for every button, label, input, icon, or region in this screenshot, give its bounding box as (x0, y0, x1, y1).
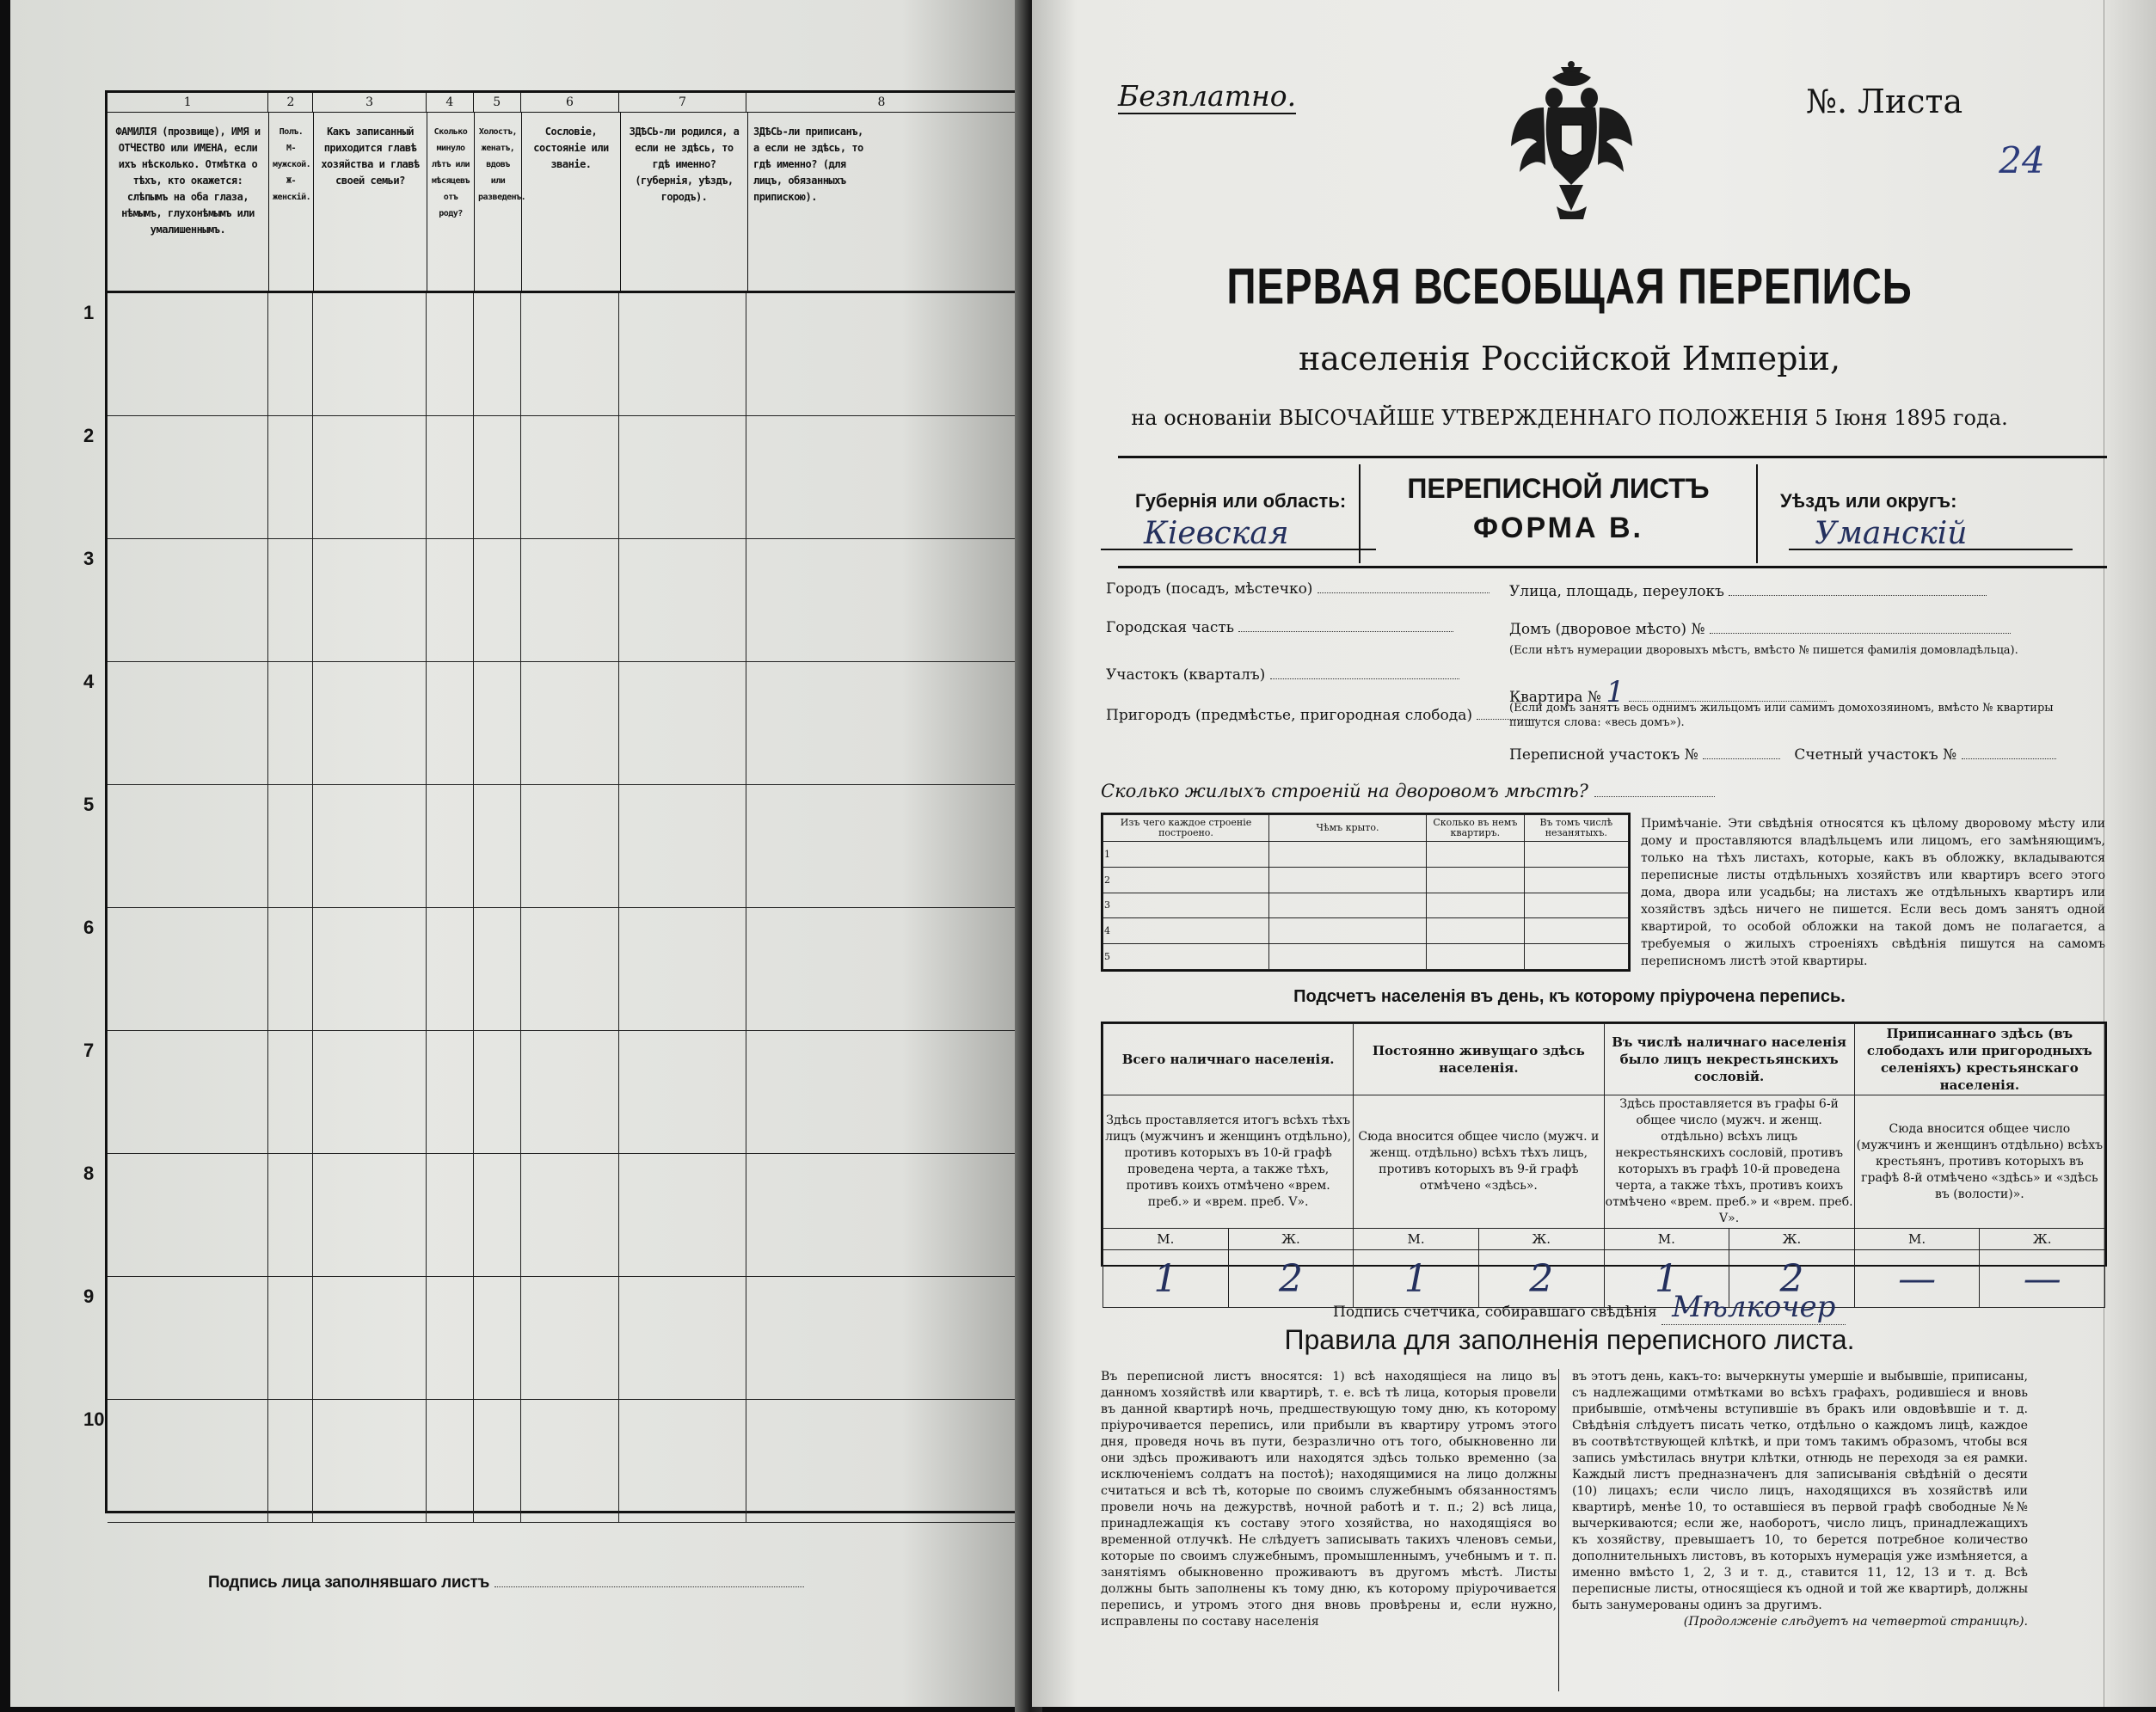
pop-header: Въ числѣ наличнаго населенія было лицъ некрестьянскихъ сословій. (1604, 1024, 1854, 1095)
person-cell (427, 1154, 474, 1276)
header-relation: Какъ записанный приходится главѣ хозяйства и главѣ своей семьи? (314, 112, 427, 291)
person-cell (619, 785, 746, 907)
buildings-row-num: 1 (1103, 842, 1269, 868)
person-cell (107, 1400, 268, 1522)
person-cell (746, 908, 1017, 1030)
form-type: ФОРМА В. (1472, 512, 1644, 544)
person-cell (427, 1031, 474, 1153)
suburb-field: Пригородъ (предмѣстье, пригородная слобода) (1106, 707, 1537, 724)
house-field: Домъ (дворовое мѣсто) № (1509, 621, 2011, 638)
rules-title: Правила для заполненія переписного листа. (1284, 1324, 1855, 1355)
pop-header: Всего наличнаго населенія. (1103, 1024, 1354, 1095)
person-row (83, 662, 1017, 785)
city-field: Городъ (посадъ, мѣстечко) (1106, 580, 1490, 598)
header-sex: Полъ. М-мужской. Ж-женскій. (269, 112, 314, 291)
divider (1118, 456, 2107, 458)
pop-value: 1 (1103, 1250, 1229, 1308)
person-cell (268, 1031, 313, 1153)
buildings-row-num: 5 (1103, 944, 1269, 970)
row-number: 4 (83, 671, 95, 692)
person-cell (268, 416, 313, 538)
header-age: Сколько минуло лѣтъ или мѣсяцевъ отъ роду? (427, 112, 475, 291)
sex-label: М. (1854, 1229, 1980, 1250)
pop-desc: Здѣсь проставляется итогъ всѣхъ тѣхъ лицъ (мужчинъ и женщинъ отдѣльно), противъ которыхъ въ 10-й графѣ проведена черта, а также тѣхъ, противъ коихъ отмѣчено «врем. преб.» и «врем. преб. V». (1103, 1095, 1354, 1229)
row-number: 7 (83, 1040, 95, 1061)
buildings-row-num: 4 (1103, 918, 1269, 944)
sex-label: Ж. (1980, 1229, 2105, 1250)
form-subtitle: населенія Россійской Имперіи, (1298, 340, 1841, 377)
person-cell (268, 908, 313, 1030)
person-cell (521, 785, 620, 907)
pop-header: Постоянно живущаго здѣсь населенія. (1354, 1024, 1604, 1095)
counter-signature-label: Подпись счетчика, собиравшаго свѣдѣнія (1333, 1304, 1657, 1321)
page-edge (2104, 0, 2156, 1707)
counter-signature (1333, 1290, 1846, 1324)
person-cell (746, 785, 1017, 907)
col-num: 2 (268, 93, 313, 112)
person-cell (107, 1277, 268, 1399)
person-cell (107, 785, 268, 907)
row-number: 1 (83, 302, 95, 323)
person-cell (474, 293, 521, 415)
pop-desc: Сюда вносится общее число (мужч. и женщ. отдѣльно) всѣхъ тѣхъ лицъ, противъ которыхъ въ 9-й графѣ отмѣчено «здѣсь». (1354, 1095, 1604, 1229)
left-page (10, 0, 1023, 1707)
row-number: 2 (83, 425, 95, 446)
sex-label: Ж. (1478, 1229, 1604, 1250)
person-rows (83, 293, 1017, 1523)
person-cell (521, 1277, 620, 1399)
person-cell (521, 539, 620, 661)
form-type-box (1359, 464, 1758, 563)
person-cell (427, 416, 474, 538)
person-row (83, 908, 1017, 1031)
person-cell (746, 662, 1017, 784)
column-numbers (107, 93, 1017, 113)
person-cell (746, 416, 1017, 538)
col-num: 1 (107, 93, 268, 112)
person-row (83, 1277, 1017, 1400)
persons-table (83, 90, 1017, 1513)
person-cell (521, 1031, 620, 1153)
header-birthplace: ЗДѢСЬ-ли родился, а если не здѣсь, то гдѣ именно? (губернія, уѣздъ, городъ). (621, 112, 748, 291)
column-headers (107, 112, 1017, 293)
row-number: 10 (83, 1408, 105, 1430)
pop-value: — (1854, 1250, 1980, 1308)
person-cell (427, 785, 474, 907)
person-cell (746, 1031, 1017, 1153)
pop-header: Приписаннаго здѣсь (въ слободахъ или пригородныхъ селеніяхъ) крестьянскаго населенія. (1854, 1024, 2104, 1095)
pop-value: 2 (1729, 1250, 1855, 1308)
form-basis: на основаніи ВЫСОЧАЙШЕ УТВЕРЖДЕННАГО ПОЛОЖЕНІЯ 5 Іюня 1895 года. (1131, 406, 2008, 430)
form-title: ПЕРЕПИСНОЙ ЛИСТЪ (1407, 473, 1710, 504)
header-marital: Холостъ, женатъ, вдовъ или разведенъ. (475, 112, 522, 291)
apartment-note: (Если домъ занятъ весь однимъ жильцомъ или самимъ домохозяиномъ, вмѣсто № квартиры пишутся слова: «весь домъ»). (1509, 702, 2054, 729)
col-num: 7 (619, 93, 746, 112)
population-title: Подсчетъ населенія въ день, къ которому пріурочена перепись. (1293, 987, 1846, 1006)
street-field: Улица, площадь, переулокъ (1509, 583, 1987, 600)
person-row (83, 1031, 1017, 1154)
rules-continued: (Продолженіе слѣдуетъ на четвертой страницѣ). (1683, 1615, 2028, 1629)
person-cell (268, 1277, 313, 1399)
person-cell (313, 1277, 427, 1399)
sheet-number-value: 24 (1999, 139, 2045, 181)
person-cell (313, 1400, 427, 1522)
person-cell (268, 1154, 313, 1276)
counter-signature-value: Мѣлкочер (1662, 1290, 1846, 1325)
person-cell (313, 293, 427, 415)
person-cell (107, 293, 268, 415)
person-cell (427, 908, 474, 1030)
person-cell (268, 785, 313, 907)
rules-left: Въ переписной листъ вносятся: 1) всѣ находящіеся на лицо въ данномъ хозяйствѣ или квартирѣ, т. е. всѣ тѣ лица, которыя провели въ данной квартирѣ ночь, предшествующую тому дню, къ которому пріурочивается перепись, или прибыли въ квартиру утромъ этого дня, проведя ночь въ пути, безразлично отъ того, обыкновенно ли они здѣсь проживаютъ или находятся здѣсь только временно (за исключеніемъ солдатъ на постоѣ); находящимися на лицо должны считаться и всѣ тѣ, которые по своимъ служебнымъ обязанностямъ провели ночь на дежурствѣ, ночной работѣ и т. п.; 2) всѣ лица, принадлежащія къ составу этого хозяйства, но находящіяся во временной отлучкѣ. Не слѣдуетъ записывать такихъ членовъ семьи, которые по своимъ служебнымъ, промышленнымъ, учебнымъ и т. п. занятіямъ обыкновенно проживаютъ въ другомъ мѣстѣ. Листы должны быть заполнены къ тому дню, къ которому пріурочивается перепись, и утромъ этого дня вновь провѣрены и, если нужно, исправлены по составу населенія (1101, 1370, 1557, 1629)
person-cell (521, 908, 620, 1030)
person-cell (619, 1154, 746, 1276)
person-row (83, 539, 1017, 662)
person-cell (313, 416, 427, 538)
col-num: 4 (427, 93, 474, 112)
person-cell (474, 1400, 521, 1522)
col-num: 5 (474, 93, 521, 112)
pop-value: 2 (1228, 1250, 1354, 1308)
person-cell (107, 1031, 268, 1153)
person-cell (268, 1400, 313, 1522)
col-num: 6 (521, 93, 620, 112)
divider (1118, 566, 2107, 568)
pop-desc: Сюда вносится общее число (мужчинъ и женщинъ отдѣльно) всѣхъ крестьянъ, противъ которыхъ въ графѣ 8-й отмѣчено «здѣсь» и «здѣсь въ (волости)». (1854, 1095, 2104, 1229)
person-cell (619, 293, 746, 415)
person-cell (474, 908, 521, 1030)
pop-desc: Здѣсь проставляется въ графы 6-й общее число (мужч. и женщ. отдѣльно) всѣхъ лицъ некрестьянскихъ сословій, противъ которыхъ въ графѣ 10-й проведена черта, а также тѣхъ, противъ коихъ отмѣчено «врем. преб.» и «врем. преб. V». (1604, 1095, 1854, 1229)
col-num: 8 (877, 95, 886, 109)
gubernia-label: Губернія или область: (1135, 490, 1347, 512)
person-cell (619, 1031, 746, 1153)
person-cell (313, 1031, 427, 1153)
row-number: 8 (83, 1163, 95, 1184)
person-cell (474, 662, 521, 784)
sex-label: М. (1354, 1229, 1479, 1250)
left-signature-line (494, 1586, 804, 1587)
pop-value: 1 (1604, 1250, 1729, 1308)
left-signature (208, 1574, 804, 1592)
sex-label: Ж. (1729, 1229, 1855, 1250)
person-cell (268, 539, 313, 661)
person-cell (521, 293, 620, 415)
person-row (83, 1400, 1017, 1523)
person-cell (107, 539, 268, 661)
free-label: Безплатно. (1118, 79, 1297, 113)
sex-label: Ж. (1228, 1229, 1354, 1250)
person-cell (313, 785, 427, 907)
person-cell (427, 539, 474, 661)
buildings-row-num: 2 (1103, 867, 1269, 893)
row-number: 5 (83, 794, 95, 815)
uezd-label: Уѣздъ или округъ: (1780, 490, 1957, 512)
person-cell (313, 662, 427, 784)
row-number: 3 (83, 548, 95, 569)
population-table (1101, 1022, 2107, 1301)
person-cell (746, 1154, 1017, 1276)
buildings-question: Сколько жилыхъ строеній на дворовомъ мѣстѣ? (1101, 781, 1715, 801)
buildings-header: Въ томъ числѣ незанятыхъ. (1524, 815, 1628, 842)
person-cell (107, 662, 268, 784)
person-cell (268, 293, 313, 415)
buildings-table (1101, 813, 1631, 972)
person-row (83, 293, 1017, 416)
census-form (1032, 0, 2107, 1707)
apartment-field: Квартира № 1 (1509, 675, 1827, 709)
header-estate: Сословіе, состояніе или званіе. (522, 112, 621, 291)
person-cell (427, 662, 474, 784)
person-cell (521, 1154, 620, 1276)
col-num: 3 (313, 93, 427, 112)
buildings-header: Чѣмъ крыто. (1269, 815, 1427, 842)
person-cell (427, 1400, 474, 1522)
house-note: (Если нѣтъ нумерации дворовыхъ мѣстъ, вмѣсто № пишется фамилія домовладѣльца). (1509, 644, 2018, 657)
pop-value: — (1980, 1250, 2105, 1308)
form-main-title: ПЕРВАЯ ВСЕОБЩАЯ ПЕРЕПИСЬ (1226, 259, 1913, 315)
person-cell (619, 416, 746, 538)
person-cell (474, 416, 521, 538)
buildings-note: Примѣчаніе. Эти свѣдѣнія относятся къ цѣлому дворовому мѣсту или дому и проставляются владѣльцемъ или лицомъ, его замѣняющимъ, только на тѣхъ листахъ, которые, какъ въ обложку, вкладываются переписные листы отдѣльныхъ хозяйствъ или квартиръ всего этого дома, двора или усадьбы; на листахъ же отдѣльныхъ квартиръ или хозяйствъ здѣсь ничего не пишется. Если весь домъ занятъ одной квартирой, то особой обложки на такой домъ не полагается, а требуемыя о жилыхъ строеніяхъ свѣдѣнія пишутся на самомъ переписномъ листѣ этой квартиры. (1641, 817, 2105, 968)
person-cell (268, 662, 313, 784)
person-cell (474, 1031, 521, 1153)
uezd-value: Уманскій (1789, 516, 2073, 550)
pop-value: 1 (1354, 1250, 1479, 1308)
person-cell (313, 908, 427, 1030)
person-cell (107, 416, 268, 538)
person-cell (474, 1277, 521, 1399)
person-cell (521, 416, 620, 538)
buildings-header: Сколько въ немъ квартиръ. (1427, 815, 1525, 842)
sex-label: М. (1103, 1229, 1229, 1250)
person-cell (107, 908, 268, 1030)
city-part-field: Городская часть (1106, 619, 1453, 636)
person-cell (619, 1277, 746, 1399)
sheet-number-label: №. Листа (1806, 83, 1963, 120)
row-number: 6 (83, 917, 95, 938)
person-cell (619, 539, 746, 661)
person-cell (619, 908, 746, 1030)
header-registration: ЗДѢСЬ-ли приписанъ, а если не здѣсь, то гдѣ именно? (для лицъ, обязанныхъ припискою). (753, 126, 863, 203)
header-name: ФАМИЛІЯ (прозвище), ИМЯ и ОТЧЕСТВО или ИМЕНА, если ихъ нѣсколько. Отмѣтка о тѣхъ, кто окажется: слѣпымъ на оба глаза, нѣмымъ, глухонѣмымъ или умалишеннымъ. (107, 112, 269, 291)
buildings-header: Изъ чего каждое строеніе построено. (1103, 815, 1269, 842)
rules-right: въ этотъ день, какъ-то: вычеркнуты умершіе и выбывшіе, приписаны, съ надлежащими отмѣтками во всѣхъ графахъ, родившіеся и вновь прибывшіе, отмѣчены вступившіе въ бракъ или овдовѣвшіе и т. д. Свѣдѣнія слѣдуетъ писать четко, отдѣльно о каждомъ лицѣ, каждое въ соотвѣтствующей клѣткѣ, и при томъ такимъ образомъ, чтобы вся запись умѣстилась внутри клѣтки, отнюдь не переходя за ея рамки. Каждый листъ предназначенъ для записыванія свѣдѣній о десяти (10) лицахъ; если число лицъ, находящихся въ хозяйствѣ или квартирѣ, менѣе 10, то оставшіеся въ первой графѣ свободные №№ вычеркиваются; если же, наоборотъ, число лицъ, принадлежащихъ къ хозяйству, превышаетъ 10, то берется потребное количество дополнительныхъ листовъ, въ которыхъ нумерація уже измѣняется, а именно вмѣсто 1, 2, 3 и т. д., ставится 11, 12, 13 и т. д. Всѣ переписные листы, относящіеся къ одной и той же квартирѣ, должны быть занумерованы одинъ за другимъ. (Продолженіе слѣдуетъ на четвертой страницѣ). (1572, 1370, 2028, 1629)
person-row (83, 416, 1017, 539)
person-cell (313, 1154, 427, 1276)
person-cell (474, 785, 521, 907)
row-number: 9 (83, 1286, 95, 1307)
person-cell (521, 1400, 620, 1522)
person-cell (521, 662, 620, 784)
person-cell (474, 1154, 521, 1276)
apartment-value: 1 (1606, 675, 1625, 709)
buildings-row-num: 3 (1103, 893, 1269, 918)
person-cell (746, 293, 1017, 415)
rules-divider (1558, 1369, 1559, 1691)
person-cell (427, 1277, 474, 1399)
sheet-number (1806, 79, 2045, 181)
person-cell (474, 539, 521, 661)
person-cell (619, 662, 746, 784)
gubernia-value: Кіевская (1101, 516, 1376, 550)
person-cell (107, 1154, 268, 1276)
person-cell (746, 1277, 1017, 1399)
imperial-eagle-icon (1509, 60, 1634, 224)
person-cell (619, 1400, 746, 1522)
person-cell (313, 539, 427, 661)
person-row (83, 1154, 1017, 1277)
person-cell (427, 293, 474, 415)
left-signature-label: Подпись лица заполнявшаго листъ (208, 1574, 490, 1592)
pop-value: 2 (1478, 1250, 1604, 1308)
person-cell (746, 1400, 1017, 1522)
census-district-field: Переписной участокъ № Счетный участокъ № (1509, 746, 2056, 764)
district-field: Участокъ (кварталъ) (1106, 666, 1459, 684)
person-row (83, 785, 1017, 908)
person-cell (746, 539, 1017, 661)
sex-label: М. (1604, 1229, 1729, 1250)
